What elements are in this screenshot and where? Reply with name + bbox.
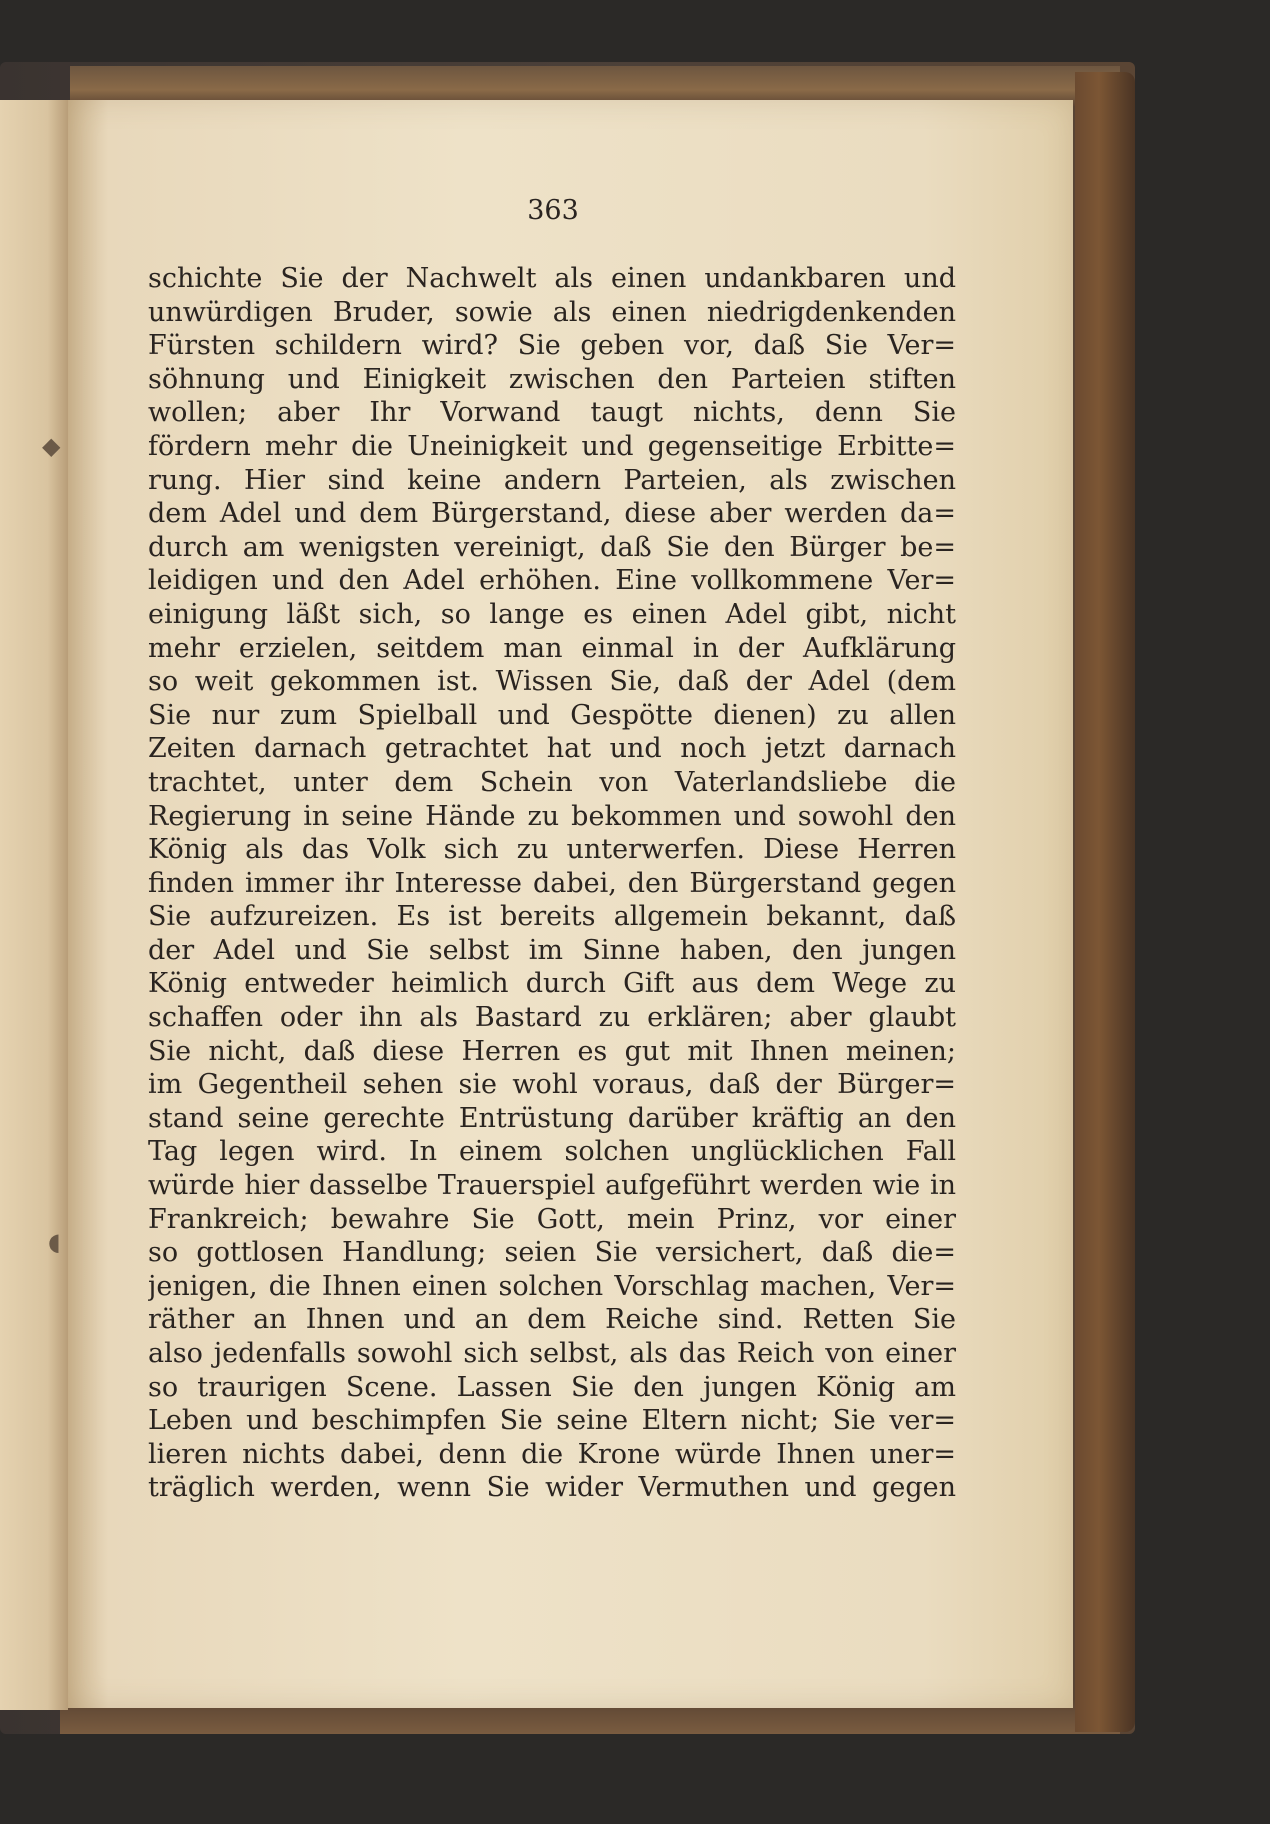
text-line: Frankreich; bewahre Sie Gott, mein Prinz, vor einer (148, 1203, 956, 1235)
text-line: Leben und beschimpfen Sie seine Eltern nicht; Sie ver= (148, 1405, 956, 1437)
text-line: Regierung in seine Hände zu bekommen und sowohl den (148, 800, 956, 832)
text-line: schichte Sie der Nachwelt als einen undankbaren und (148, 263, 956, 294)
text-line: Tag legen wird. In einem solchen unglücklichen Fall (148, 1136, 956, 1168)
text-line: stand seine gerechte Entrüstung darüber kräftig an den (148, 1102, 956, 1134)
text-line: unwürdigen Bruder, sowie als einen niedrigdenkenden (148, 296, 956, 328)
margin-mark-icon: ◖ (48, 1228, 61, 1256)
text-line: so weit gekommen ist. Wissen Sie, daß der Adel (dem (148, 666, 956, 698)
text-line: jenigen, die Ihnen einen solchen Vorschlag machen, Ver= (148, 1270, 956, 1302)
text-line: so gottlosen Handlung; seien Sie versichert, daß die= (148, 1237, 956, 1269)
facing-page-edge (0, 100, 68, 1710)
text-line: König entweder heimlich durch Gift aus dem Wege zu (148, 968, 956, 1000)
margin-mark-icon: ◆ (42, 432, 61, 460)
text-line: rung. Hier sind keine andern Parteien, als zwischen (148, 464, 956, 496)
text-line: durch am wenigsten vereinigt, daß Sie den Bürger be= (148, 531, 956, 563)
text-line: söhnung und Einigkeit zwischen den Parteien stiften (148, 363, 956, 395)
text-line: mehr erzielen, seitdem man einmal in der Aufklärung (148, 632, 956, 664)
cover-right-edge (1075, 72, 1135, 1732)
text-line: lieren nichts dabei, denn die Krone würde Ihnen uner= (148, 1438, 956, 1470)
text-line: der Adel und Sie selbst im Sinne haben, den jungen (148, 934, 956, 966)
text-line: träglich werden, wenn Sie wider Vermuthen und gegen (148, 1472, 956, 1504)
text-line: so traurigen Scene. Lassen Sie den jungen König am (148, 1371, 956, 1403)
text-line: also jedenfalls sowohl sich selbst, als das Reich von einer (148, 1338, 956, 1369)
text-line: König als das Volk sich zu unterwerfen. Diese Herren (148, 834, 956, 866)
text-line: Sie nur zum Spielball und Gespötte dienen) zu allen (148, 699, 956, 731)
text-line: Sie aufzureizen. Es ist bereits allgemein bekannt, daß (148, 901, 956, 933)
text-line: schaffen oder ihn als Bastard zu erklären; aber glaubt (148, 1002, 956, 1034)
text-line: einigung läßt sich, so lange es einen Adel gibt, nicht (148, 598, 956, 630)
page-text (148, 262, 956, 1505)
text-line: im Gegentheil sehen sie wohl voraus, daß der Bürger= (148, 1069, 956, 1101)
text-line: Fürsten schildern wird? Sie geben vor, daß Sie Ver= (148, 330, 956, 362)
text-line: Zeiten darnach getrachtet hat und noch jetzt darnach (148, 733, 956, 765)
text-line: wollen; aber Ihr Vorwand taugt nichts, denn Sie (148, 397, 956, 429)
text-line: leidigen und den Adel erhöhen. Eine vollkommene Ver= (148, 565, 956, 597)
text-line: fördern mehr die Uneinigkeit und gegenseitige Erbitte= (148, 430, 956, 462)
text-line: dem Adel und dem Bürgerstand, diese aber werden da= (148, 498, 956, 530)
text-line: würde hier dasselbe Trauerspiel aufgeführt werden wie in (148, 1170, 956, 1202)
text-line: Sie nicht, daß diese Herren es gut mit Ihnen meinen; (148, 1035, 956, 1067)
text-line: trachtet, unter dem Schein von Vaterlandsliebe die (148, 766, 956, 798)
text-line: räther an Ihnen und an dem Reiche sind. Retten Sie (148, 1304, 956, 1336)
text-line: finden immer ihr Interesse dabei, den Bürgerstand gegen (148, 867, 956, 899)
page-number: 363 (527, 195, 579, 226)
